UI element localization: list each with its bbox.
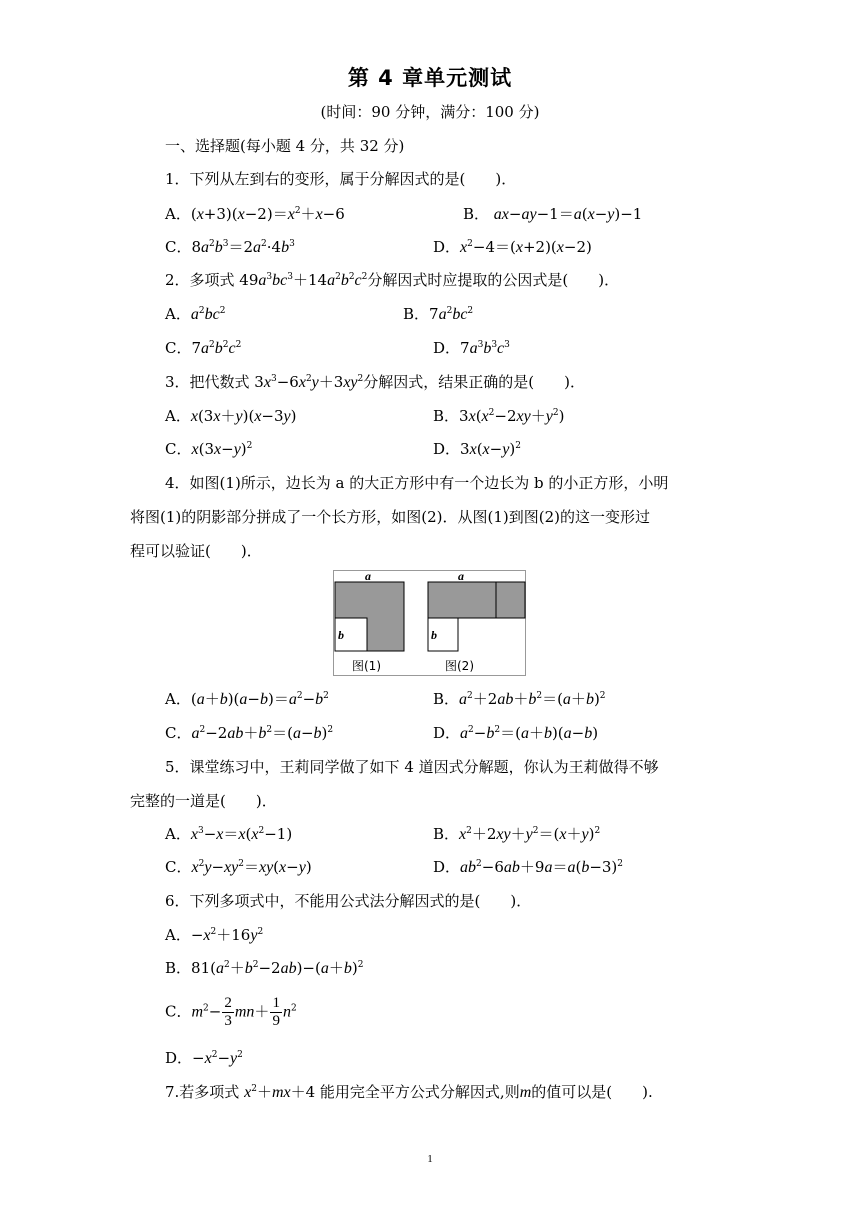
q5-option-c: C．$x^2y-xy^2=xy(x-y)$ — [165, 858, 312, 876]
q1-stem: 1．下列从左到右的变形，属于分解因式的是( )． — [165, 170, 517, 188]
q3-option-d: D．$3x(x-y)^2$ — [433, 440, 521, 458]
q4-option-b: B．$a^2+2ab+b^2=(a+b)^2$ — [433, 690, 606, 708]
q2-option-c: C．$7a^2b^2c^2$ — [165, 339, 242, 357]
q4-option-a: A．$(a+b)(a-b)=a^2-b^2$ — [165, 690, 329, 708]
q5-option-b: B．$x^2+2xy+y^2=(x+y)^2$ — [433, 825, 601, 843]
q1-option-a: A．$(x+3)(x-2)=x^2+x-6$ — [165, 205, 345, 223]
figure1-label-a: a — [365, 571, 371, 583]
q6-stem: 6．下列多项式中，不能用公式法分解因式的是( )． — [165, 892, 532, 910]
q2-stem: 2．多项式 $49a^3bc^3+14a^2b^2c^2$分解因式时应提取的公因式是( )． — [165, 271, 620, 289]
q1-option-b: B． ax−ay−1＝a(x−y)−1 — [463, 205, 643, 223]
q4-option-c: C．$a^2-2ab+b^2=(a-b)^2$ — [165, 724, 334, 742]
section-heading: 一、选择题(每小题 4 分，共 32 分) — [165, 137, 405, 155]
q1-option-d: D．$x^2-4=(x+2)(x-2)$ — [433, 238, 592, 256]
figure2-caption: 图(2) — [445, 659, 474, 673]
figure2-rect-left — [428, 582, 496, 618]
q3-option-a: A．x(3x＋y)(x−3y) — [165, 407, 297, 425]
q6-option-a: A．$-x^2+16y^2$ — [165, 926, 264, 944]
q2-option-b: B．$7a^2bc^2$ — [403, 305, 474, 323]
q4-stem-line1: 4．如图(1)所示，边长为 a 的大正方形中有一个边长为 b 的小正方形，小明 — [165, 474, 669, 492]
q1-option-c: C．$8a^2b^3=2a^2\cdot 4b^3$ — [165, 238, 295, 256]
page-number: 1 — [427, 1153, 433, 1165]
page-subtitle: (时间：90 分钟，满分：100 分) — [320, 103, 540, 121]
q4-option-d: D．$a^2-b^2=(a+b)(a-b)$ — [433, 724, 599, 742]
q3-stem: 3．把代数式 $3x^3-6x^2y+3xy^2$分解因式，结果正确的是( )． — [165, 373, 585, 391]
q6-option-d: D．$-x^2-y^2$ — [165, 1049, 243, 1067]
q6-option-c: C．$m^2-$ $\frac{2}{3}$ mn＋ $\frac{1}{9}$ $n^2$ — [165, 995, 297, 1029]
q3-option-b: B．$3x(x^2-2xy+y^2)$ — [433, 407, 565, 425]
q4-figure-drawing — [334, 571, 527, 677]
fraction-two-thirds: $\frac{2}{3}$ — [224, 995, 232, 1029]
q7-stem: 7.若多项式 $x^2+mx+4$ 能用完全平方公式分解因式,则m的值可以是( ). — [165, 1083, 653, 1101]
q2-option-a: A．$a^2bc^2$ — [165, 305, 226, 323]
q6-option-b: B．$81(a^2+b^2-2ab)-(a+b)^2$ — [165, 959, 364, 977]
q5-stem-line1: 5．课堂练习中，王莉同学做了如下 4 道因式分解题，你认为王莉做得不够 — [165, 758, 659, 776]
q5-option-a: A．$x^3-x=x(x^2-1)$ — [165, 825, 293, 843]
q2-option-d: D．$7a^3b^3c^3$ — [433, 339, 510, 357]
figure2-label-a: a — [458, 571, 464, 583]
q4-stem-line3: 程可以验证( )． — [130, 542, 262, 560]
q5-stem-line2: 完整的一道是( )． — [130, 792, 277, 810]
q3-option-c: C．$x(3x-y)^2$ — [165, 440, 253, 458]
q4-figure — [333, 570, 526, 676]
q4-stem-line2: 将图(1)的阴影部分拼成了一个长方形，如图(2)．从图(1)到图(2)的这一变形过 — [130, 508, 650, 526]
figure2-rect-right — [496, 582, 525, 618]
figure1-caption: 图(1) — [352, 659, 381, 673]
figure1-label-b: b — [338, 628, 344, 642]
page-title: 第 4 章单元测试 — [347, 66, 513, 90]
figure2-label-b: b — [431, 628, 437, 642]
q5-option-d: D．$ab^2-6ab+9a=a(b-3)^2$ — [433, 858, 624, 876]
fraction-one-ninth: $\frac{1}{9}$ — [272, 995, 280, 1029]
